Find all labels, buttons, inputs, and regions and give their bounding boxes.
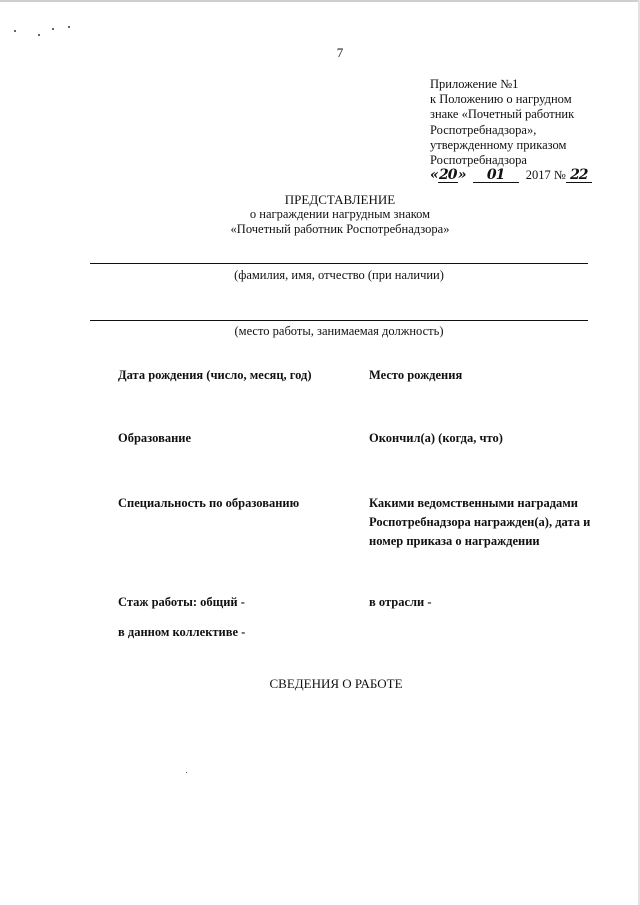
order-year: 2017 № (525, 168, 566, 183)
education-label: Образование (118, 431, 192, 445)
awards-label-line: Роспотребнадзора награжден(а), дата и (369, 515, 591, 529)
date-close-quote: » (457, 167, 466, 184)
title-main: ПРЕДСТАВЛЕНИЕ (284, 192, 396, 207)
graduated-label: Окончил(а) (когда, что) (369, 431, 503, 445)
scan-speck (186, 772, 187, 773)
handwritten-order-number: 22 (566, 168, 592, 183)
awards-label-line: номер приказа о награждении (369, 534, 540, 548)
experience-industry-label: в отрасли - (369, 595, 432, 609)
annex-block (430, 77, 630, 184)
fio-caption: (фамилия, имя, отчество (при наличии) (234, 268, 444, 282)
annex-line: утвержденному приказом (430, 137, 567, 152)
awards-label (369, 494, 629, 551)
handwritten-month: 01 (473, 168, 519, 183)
scan-speck (38, 34, 40, 36)
specialty-label: Специальность по образованию (118, 496, 300, 510)
workplace-field-line (90, 320, 588, 321)
section-title: СВЕДЕНИЯ О РАБОТЕ (269, 676, 403, 691)
page-edge-top (0, 0, 640, 2)
annex-line: к Положению о нагрудном (430, 92, 572, 107)
experience-team-label: в данном коллективе - (118, 625, 246, 639)
title-subline: «Почетный работник Роспотребнадзора» (230, 222, 450, 236)
birth-date-label: Дата рождения (число, месяц, год) (118, 368, 312, 382)
scan-speck (52, 28, 54, 30)
annex-line: Роспотребнадзора (430, 153, 527, 168)
title-subline: о награждении нагрудным знаком (249, 207, 431, 221)
annex-line: Приложение №1 (430, 77, 519, 91)
document-title (140, 192, 540, 237)
handwritten-day: 20 (439, 167, 457, 184)
order-date-line (430, 168, 630, 184)
fio-field-line (90, 263, 588, 264)
annex-line: знаке «Почетный работник (430, 107, 575, 122)
scan-speck (68, 26, 70, 28)
birth-place-label: Место рождения (369, 368, 463, 382)
page-number: 7 (336, 45, 344, 60)
workplace-caption: (место работы, занимаемая должность) (234, 324, 444, 338)
annex-line: Роспотребнадзора», (430, 122, 537, 137)
awards-label-line: Какими ведомственными наградами (369, 496, 578, 510)
scan-speck (14, 30, 16, 32)
date-open-quote: « (430, 167, 438, 184)
experience-total-label: Стаж работы: общий - (118, 595, 245, 609)
